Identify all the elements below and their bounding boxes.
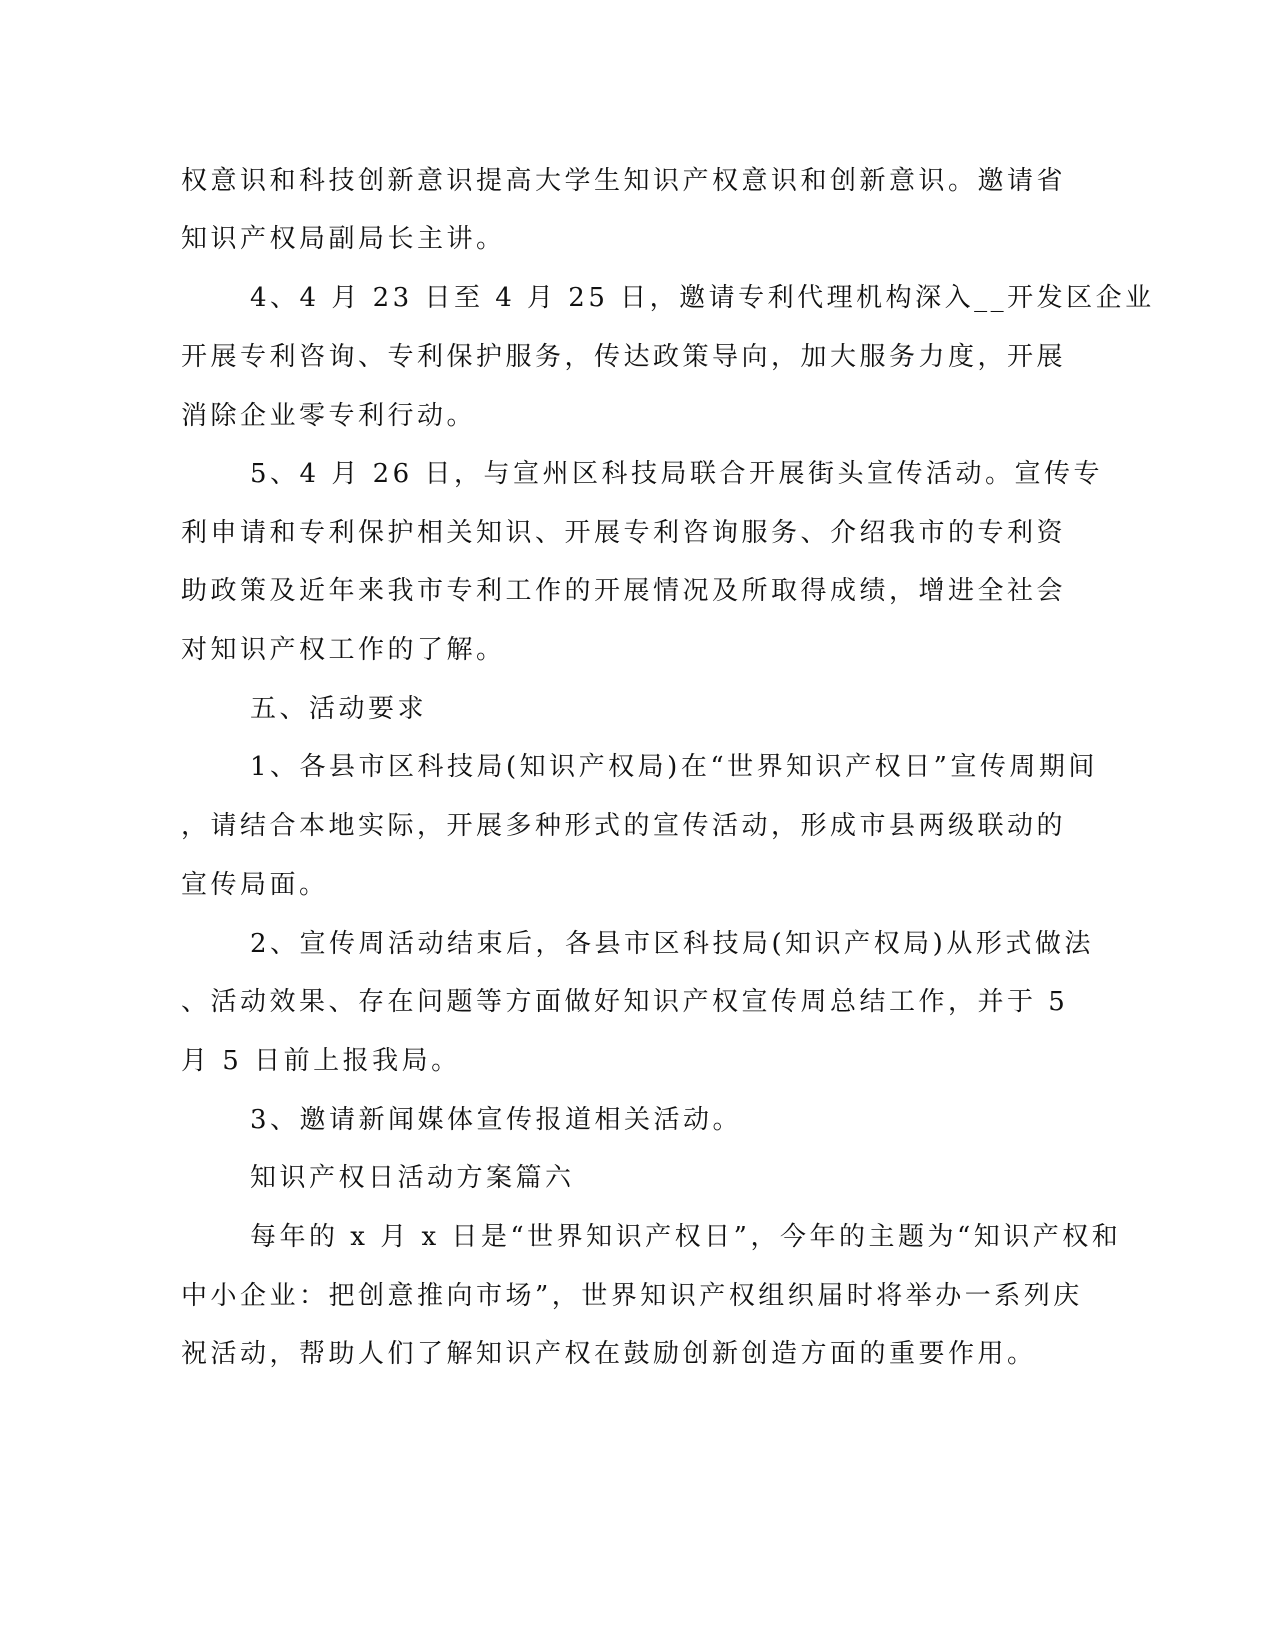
text-line: ，请结合本地实际，开展多种形式的宣传活动，形成市县两级联动的 xyxy=(181,811,1067,841)
text-line: 、活动效果、存在问题等方面做好知识产权宣传周总结工作，并于 5 xyxy=(181,987,1069,1017)
text-line: 权意识和科技创新意识提高大学生知识产权意识和创新意识。邀请省 xyxy=(181,166,1067,196)
text-line: 3、邀请新闻媒体宣传报道相关活动。 xyxy=(250,1105,743,1135)
text-line: 1、各县市区科技局(知识产权局)在“世界知识产权日”宣传周期间 xyxy=(250,752,1098,782)
text-line: 利申请和专利保护相关知识、开展专利咨询服务、介绍我市的专利资 xyxy=(181,518,1067,548)
text-line: 对知识产权工作的了解。 xyxy=(181,635,506,665)
text-line: 中小企业：把创意推向市场”，世界知识产权组织届时将举办一系列庆 xyxy=(181,1281,1083,1311)
text-line: 月 5 日前上报我局。 xyxy=(181,1046,461,1076)
text-line: 开展专利咨询、专利保护服务，传达政策导向，加大服务力度，开展 xyxy=(181,342,1067,372)
text-line: 知识产权局副局长主讲。 xyxy=(181,224,506,254)
text-line: 祝活动，帮助人们了解知识产权在鼓励创新创造方面的重要作用。 xyxy=(181,1339,1037,1369)
text-line: 2、宣传周活动结束后，各县市区科技局(知识产权局)从形式做法 xyxy=(250,929,1094,959)
text-line: 5、4 月 26 日，与宣州区科技局联合开展街头宣传活动。宣传专 xyxy=(250,459,1103,489)
text-line: 4、4 月 23 日至 4 月 25 日，邀请专利代理机构深入__开发区企业 xyxy=(250,283,1155,313)
section-heading: 知识产权日活动方案篇六 xyxy=(250,1163,575,1193)
text-line: 每年的 x 月 x 日是“世界知识产权日”，今年的主题为“知识产权和 xyxy=(250,1222,1122,1252)
text-line: 助政策及近年来我市专利工作的开展情况及所取得成绩，增进全社会 xyxy=(181,576,1067,606)
section-heading: 五、活动要求 xyxy=(250,694,428,724)
text-line: 宣传局面。 xyxy=(181,870,329,900)
text-line: 消除企业零专利行动。 xyxy=(181,401,477,431)
